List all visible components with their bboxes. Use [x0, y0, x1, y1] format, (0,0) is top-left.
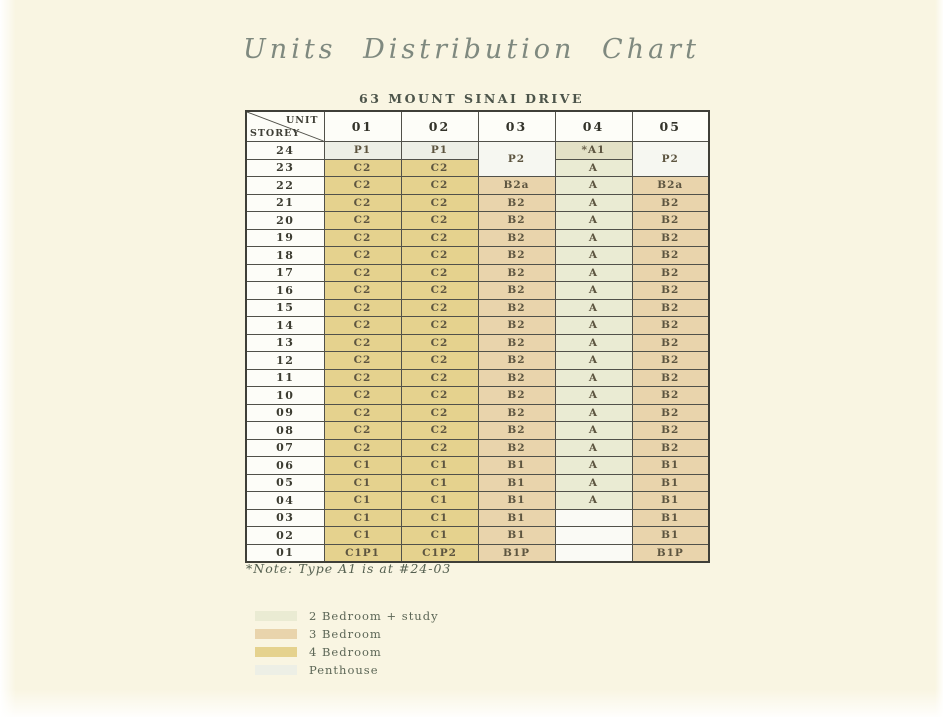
unit-cell: C2: [324, 404, 401, 422]
unit-cell: C2: [401, 317, 478, 335]
unit-cell: B1: [478, 474, 555, 492]
table-row: [246, 142, 709, 160]
unit-cell: C2: [324, 387, 401, 405]
unit-cell: C2: [401, 282, 478, 300]
unit-cell: [555, 509, 632, 527]
unit-cell: B2: [478, 194, 555, 212]
unit-cell: B2: [632, 247, 709, 265]
storey-cell: 18: [246, 247, 324, 265]
unit-cell: B2: [478, 282, 555, 300]
unit-cell: C2: [401, 352, 478, 370]
unit-cell: A: [555, 177, 632, 195]
unit-cell: A: [555, 492, 632, 510]
unit-cell: B2: [478, 439, 555, 457]
unit-cell: C2: [401, 404, 478, 422]
unit-cell: B2: [632, 387, 709, 405]
column-header: 02: [401, 111, 478, 142]
storey-cell: 16: [246, 282, 324, 300]
unit-cell: B2: [478, 387, 555, 405]
unit-cell: B2: [478, 317, 555, 335]
storey-cell: 04: [246, 492, 324, 510]
unit-cell: B1: [632, 457, 709, 475]
table-row: [246, 317, 709, 335]
unit-cell: C2: [401, 159, 478, 177]
unit-cell: C2: [324, 264, 401, 282]
storey-cell: 22: [246, 177, 324, 195]
unit-cell: P2: [478, 142, 555, 177]
unit-cell: C2: [401, 229, 478, 247]
storey-cell: 07: [246, 439, 324, 457]
unit-cell: C1: [401, 527, 478, 545]
unit-cell: C2: [324, 422, 401, 440]
unit-cell: B2a: [478, 177, 555, 195]
table-row: [246, 334, 709, 352]
table-header-row: [246, 111, 709, 142]
table-row: [246, 352, 709, 370]
unit-cell: C2: [324, 299, 401, 317]
unit-cell: B1: [632, 527, 709, 545]
storey-cell: 17: [246, 264, 324, 282]
unit-cell: C1: [324, 457, 401, 475]
legend-label: 2 Bedroom + study: [309, 609, 439, 623]
unit-cell: C2: [401, 387, 478, 405]
legend-item: [255, 645, 439, 659]
storey-cell: 19: [246, 229, 324, 247]
unit-cell: [555, 527, 632, 545]
unit-cell: C2: [401, 212, 478, 230]
unit-cell: A: [555, 352, 632, 370]
column-header: 03: [478, 111, 555, 142]
storey-cell: 21: [246, 194, 324, 212]
unit-cell: B2: [478, 404, 555, 422]
unit-cell: B2: [478, 352, 555, 370]
storey-cell: 03: [246, 509, 324, 527]
unit-cell: C2: [401, 194, 478, 212]
unit-cell: C2: [324, 282, 401, 300]
unit-cell: B2: [632, 282, 709, 300]
unit-cell: C1: [324, 527, 401, 545]
unit-cell: *A1: [555, 142, 632, 160]
unit-cell: C2: [324, 159, 401, 177]
unit-cell: [555, 544, 632, 562]
legend-item: [255, 663, 439, 677]
unit-cell: C1: [401, 509, 478, 527]
unit-cell: C1: [324, 474, 401, 492]
legend-label: 3 Bedroom: [309, 627, 382, 641]
footnote: *Note: Type A1 is at #24-03: [246, 561, 452, 576]
table-row: [246, 544, 709, 562]
table-row: [246, 457, 709, 475]
storey-cell: 06: [246, 457, 324, 475]
unit-cell: B1: [478, 457, 555, 475]
legend-swatch: [255, 647, 297, 657]
unit-cell: B2: [632, 404, 709, 422]
unit-cell: C1: [401, 492, 478, 510]
unit-cell: B2: [632, 439, 709, 457]
table-row: [246, 369, 709, 387]
unit-cell: C2: [324, 369, 401, 387]
unit-cell: B2a: [632, 177, 709, 195]
storey-cell: 02: [246, 527, 324, 545]
unit-cell: B2: [632, 334, 709, 352]
unit-cell: A: [555, 404, 632, 422]
corner-unit-label: UNIT: [286, 115, 319, 126]
storey-cell: 05: [246, 474, 324, 492]
unit-cell: C2: [324, 247, 401, 265]
unit-cell: B2: [478, 422, 555, 440]
unit-cell: C2: [401, 334, 478, 352]
unit-cell: C2: [401, 264, 478, 282]
table-row: [246, 247, 709, 265]
unit-cell: B2: [478, 247, 555, 265]
unit-cell: B2: [632, 422, 709, 440]
unit-cell: B2: [632, 212, 709, 230]
building-address: 63 MOUNT SINAI DRIVE: [359, 91, 584, 106]
unit-cell: P1: [401, 142, 478, 160]
unit-cell: C2: [324, 212, 401, 230]
unit-cell: A: [555, 334, 632, 352]
table-row: [246, 229, 709, 247]
storey-cell: 20: [246, 212, 324, 230]
unit-cell: B1P: [478, 544, 555, 562]
table-row: [246, 527, 709, 545]
unit-cell: C2: [401, 439, 478, 457]
unit-cell: B2: [478, 264, 555, 282]
unit-cell: C1: [401, 474, 478, 492]
legend-swatch: [255, 665, 297, 675]
unit-cell: A: [555, 159, 632, 177]
unit-cell: C2: [324, 334, 401, 352]
unit-cell: B1: [632, 492, 709, 510]
unit-cell: C1P1: [324, 544, 401, 562]
unit-cell: A: [555, 317, 632, 335]
unit-cell: B1: [478, 527, 555, 545]
unit-cell: A: [555, 474, 632, 492]
column-header: 01: [324, 111, 401, 142]
unit-cell: A: [555, 439, 632, 457]
unit-cell: C1: [324, 492, 401, 510]
legend-item: [255, 627, 439, 641]
unit-cell: B2: [632, 229, 709, 247]
unit-cell: B2: [632, 264, 709, 282]
storey-cell: 08: [246, 422, 324, 440]
table-row: [246, 299, 709, 317]
legend: [255, 609, 439, 681]
units-distribution-table: [245, 110, 710, 563]
storey-cell: 11: [246, 369, 324, 387]
unit-cell: B1: [632, 474, 709, 492]
unit-cell: A: [555, 422, 632, 440]
unit-cell: A: [555, 212, 632, 230]
unit-cell: C2: [401, 299, 478, 317]
storey-cell: 10: [246, 387, 324, 405]
table-row: [246, 509, 709, 527]
table-row: [246, 177, 709, 195]
unit-cell: B2: [478, 334, 555, 352]
unit-cell: C1P2: [401, 544, 478, 562]
storey-cell: 12: [246, 352, 324, 370]
table-row: [246, 439, 709, 457]
unit-cell: P2: [632, 142, 709, 177]
storey-cell: 01: [246, 544, 324, 562]
unit-cell: B2: [632, 369, 709, 387]
unit-cell: C2: [324, 352, 401, 370]
unit-cell: A: [555, 369, 632, 387]
unit-cell: C2: [324, 177, 401, 195]
table-row: [246, 492, 709, 510]
unit-cell: B2: [478, 299, 555, 317]
table-row: [246, 264, 709, 282]
unit-cell: B2: [632, 352, 709, 370]
unit-cell: C2: [324, 439, 401, 457]
unit-cell: B2: [478, 369, 555, 387]
unit-cell: A: [555, 282, 632, 300]
legend-swatch: [255, 629, 297, 639]
table-row: [246, 474, 709, 492]
storey-cell: 23: [246, 159, 324, 177]
unit-cell: C2: [324, 317, 401, 335]
unit-cell: B2: [632, 317, 709, 335]
legend-item: [255, 609, 439, 623]
unit-cell: B2: [478, 229, 555, 247]
unit-cell: C1: [401, 457, 478, 475]
unit-cell: A: [555, 264, 632, 282]
unit-cell: A: [555, 247, 632, 265]
table-row: [246, 404, 709, 422]
unit-cell: P1: [324, 142, 401, 160]
unit-cell: B2: [632, 299, 709, 317]
unit-cell: A: [555, 387, 632, 405]
storey-cell: 13: [246, 334, 324, 352]
unit-cell: A: [555, 194, 632, 212]
column-header: 04: [555, 111, 632, 142]
unit-cell: C2: [401, 369, 478, 387]
storey-cell: 15: [246, 299, 324, 317]
unit-cell: B1P: [632, 544, 709, 562]
unit-cell: C2: [324, 229, 401, 247]
unit-cell: A: [555, 299, 632, 317]
unit-cell: B2: [632, 194, 709, 212]
unit-cell: B1: [478, 492, 555, 510]
unit-cell: A: [555, 457, 632, 475]
unit-cell: C2: [401, 422, 478, 440]
legend-label: 4 Bedroom: [309, 645, 382, 659]
unit-cell: B1: [478, 509, 555, 527]
table-row: [246, 422, 709, 440]
unit-cell: C2: [324, 194, 401, 212]
table-row: [246, 212, 709, 230]
storey-cell: 09: [246, 404, 324, 422]
unit-cell: C2: [401, 177, 478, 195]
unit-cell: B1: [632, 509, 709, 527]
unit-cell: C2: [401, 247, 478, 265]
page-title: Units Distribution Chart: [243, 34, 700, 65]
unit-cell: A: [555, 229, 632, 247]
unit-cell: C1: [324, 509, 401, 527]
legend-swatch: [255, 611, 297, 621]
table-row: [246, 194, 709, 212]
table-row: [246, 387, 709, 405]
corner-storey-label: STOREY: [250, 128, 301, 139]
legend-label: Penthouse: [309, 663, 379, 677]
unit-cell: B2: [478, 212, 555, 230]
storey-cell: 24: [246, 142, 324, 160]
column-header: 05: [632, 111, 709, 142]
storey-cell: 14: [246, 317, 324, 335]
table-row: [246, 282, 709, 300]
corner-header-cell: [246, 111, 324, 142]
